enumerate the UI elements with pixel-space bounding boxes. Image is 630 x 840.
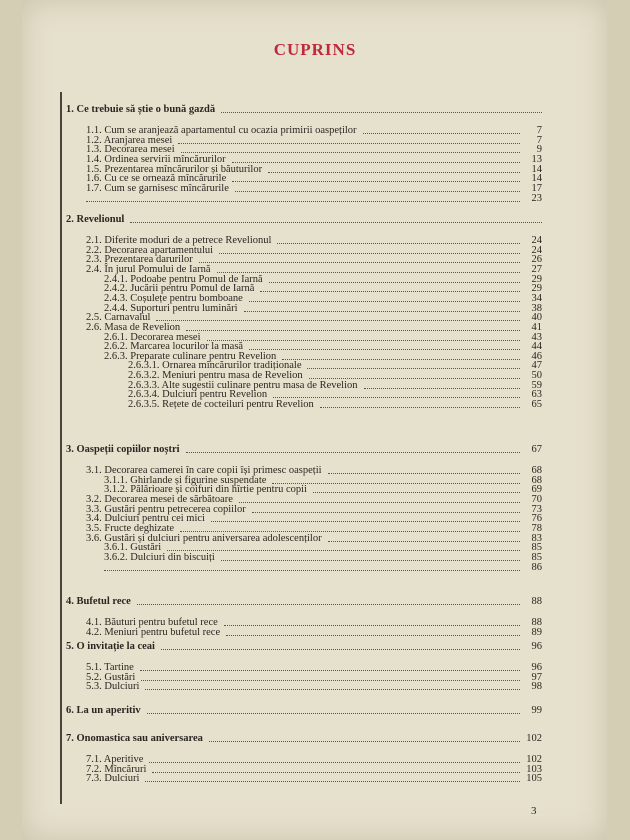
toc-section (0, 705, 630, 717)
page-ref: 29 (531, 273, 542, 285)
page-ref: 59 (531, 379, 542, 391)
page-ref: 96 (531, 641, 542, 652)
page-ref: 85 (531, 542, 542, 554)
entry-title: 7.1. Aperitive (86, 754, 144, 765)
page-ref: 73 (531, 503, 542, 515)
entry-title: 2.4.2. Jucării pentru Pomul de Iarnă (104, 283, 255, 295)
page-ref: 99 (531, 705, 542, 716)
page-ref: 70 (531, 493, 542, 505)
page-ref: 7 (536, 134, 542, 146)
page-ref: 68 (531, 474, 542, 486)
page-title: CUPRINS (273, 40, 357, 59)
entry-title: 2.4.4. Suporturi pentru luminări (104, 302, 238, 314)
page-ref: 9 (536, 144, 542, 156)
dot-leader (186, 452, 520, 453)
entry-title: 1.7. Cum se garnisesc mîncărurile (86, 182, 229, 194)
page-ref: 103 (526, 763, 542, 775)
entry-title: 2.6.3. Preparate culinare pentru Revelion (104, 350, 277, 362)
entry-title: 2.6.3.4. Dulciuri pentru Revelion (128, 389, 268, 401)
toc-entry (0, 562, 630, 574)
toc-section (0, 596, 630, 608)
entry-title: 1.3. Decorarea mesei (86, 144, 175, 156)
entry-title: 5.3. Dulciuri (86, 681, 140, 693)
dot-leader (221, 112, 542, 113)
page-ref: 23 (531, 192, 542, 204)
page-ref: 24 (531, 235, 542, 246)
entry-title: 2.6. Masa de Revelion (86, 321, 181, 333)
entry-title: 2.6.3.3. Alte sugestii culinare pentru masa de Revelion (128, 379, 358, 391)
page-ref: 43 (531, 331, 542, 343)
entry-title: 2.6.1. Decorarea mesei (104, 331, 201, 343)
page-ref: 102 (526, 754, 542, 765)
page-ref: 69 (531, 484, 542, 496)
toc-entry (0, 399, 630, 411)
page-ref: 7 (536, 125, 542, 136)
page-ref: 88 (531, 596, 542, 607)
toc-entry (0, 193, 630, 205)
toc-section (0, 444, 630, 456)
dot-leader (104, 570, 520, 571)
page-ref: 89 (531, 626, 542, 638)
entry-title: 3.5. Fructe deghizate (86, 522, 175, 534)
toc-section (0, 214, 630, 226)
entry-title: 2.1. Diferite moduri de a petrece Revelionul (86, 235, 272, 246)
entry-title: 1.2. Aranjarea mesei (86, 134, 173, 146)
entry-title: 1.1. Cum se aranjează apartamentul cu ocazia primirii oaspeților (86, 125, 357, 136)
dot-leader (145, 689, 520, 690)
section-title: 3. Oaspeții copiilor noștri (66, 444, 180, 455)
entry-title: 1.5. Prezentarea mîncărurilor și băuturilor (86, 163, 263, 175)
entry-title: 3.2. Decorarea mesei de sărbătoare (86, 493, 233, 505)
entry-title: 3.6.1. Gustări (104, 542, 162, 554)
page-ref: 76 (531, 513, 542, 525)
page-ref: 97 (531, 671, 542, 683)
page-ref: 24 (531, 244, 542, 256)
page-ref: 27 (531, 263, 542, 275)
entry-title: 2.6.2. Marcarea locurilor la masă (104, 341, 244, 353)
page-ref: 50 (531, 370, 542, 382)
page-ref: 17 (531, 182, 542, 194)
page-ref: 68 (531, 465, 542, 476)
dot-leader (226, 635, 520, 636)
page-ref: 96 (531, 662, 542, 673)
page-number: 3 (531, 805, 537, 817)
entry-title: 3.1. Decorarea camerei în care copii își primesc oaspeții (86, 465, 322, 476)
entry-title: 2.3. Prezentarea darurilor (86, 254, 193, 266)
entry-title: 1.6. Cu ce se ornează mîncărurile (86, 173, 227, 185)
section-title: 1. Ce trebuie să știe o bună gazdă (66, 104, 216, 115)
entry-title: 4.1. Băuturi pentru bufetul rece (86, 617, 218, 628)
page-ref: 14 (531, 173, 542, 185)
page-ref: 65 (531, 399, 542, 411)
entry-title: 3.6. Gustări și dulciuri pentru aniversarea adolescenților (86, 532, 322, 544)
dot-leader (145, 781, 520, 782)
dot-leader (161, 649, 520, 650)
dot-leader (209, 741, 520, 742)
entry-title: 7.2. Mîncăruri (86, 763, 147, 775)
entry-title: 2.6.3.1. Ornarea mîncărurilor tradiționale (128, 360, 302, 372)
entry-title: 2.2. Decorarea apartamentului (86, 244, 214, 256)
page-ref: 40 (531, 312, 542, 324)
entry-title: 2.6.3.5. Rețete de cocteiluri pentru Revelion (128, 399, 314, 411)
page-ref: 67 (531, 444, 542, 455)
entry-title: 5.2. Gustări (86, 671, 136, 683)
page-ref: 85 (531, 551, 542, 563)
toc-section (0, 733, 630, 745)
entry-title: 3.1.2. Pălărioare și coifuri din hîrtie pentru copii (104, 484, 307, 496)
section-title: 2. Revelionul (66, 214, 125, 225)
section-title: 6. La un aperitiv (66, 705, 141, 716)
page-ref: 63 (531, 389, 542, 401)
page-ref: 38 (531, 302, 542, 314)
entry-title: 3.4. Dulciuri pentru cei mici (86, 513, 205, 525)
page-ref: 41 (531, 321, 542, 333)
page-ref: 26 (531, 254, 542, 266)
entry-title: 3.1.1. Ghirlande și figurine suspendate (104, 474, 267, 486)
entry-title: 4.2. Meniuri pentru bufetul rece (86, 626, 221, 638)
toc-entry (0, 773, 630, 785)
dot-leader (86, 201, 520, 202)
page-ref: 78 (531, 522, 542, 534)
page-ref: 34 (531, 292, 542, 304)
entry-title: 2.4.1. Podoabe pentru Pomul de Iarnă (104, 273, 263, 285)
entry-title: 2.6.3.2. Meniuri pentru masa de Revelion (128, 370, 303, 382)
dot-leader (130, 222, 542, 223)
page-ref: 86 (531, 561, 542, 573)
page-ref: 13 (531, 153, 542, 165)
page-ref: 44 (531, 341, 542, 353)
page-ref: 102 (526, 733, 542, 744)
page-ref: 46 (531, 350, 542, 362)
page-ref: 98 (531, 681, 542, 693)
toc-section (0, 641, 630, 653)
entry-title: 5.1. Tartine (86, 662, 134, 673)
entry-title: 3.3. Gustări pentru petrecerea copiilor (86, 503, 246, 515)
page-ref: 29 (531, 283, 542, 295)
section-title: 7. Onomastica sau aniversarea (66, 733, 203, 744)
section-title: 5. O invitație la ceai (66, 641, 155, 652)
page-ref: 105 (526, 773, 542, 785)
entry-title: 2.4.3. Coșulețe pentru bomboane (104, 292, 243, 304)
entry-title: 3.6.2. Dulciuri din biscuiți (104, 551, 215, 563)
dot-leader (320, 407, 520, 408)
dot-leader (147, 713, 520, 714)
page-ref: 88 (531, 617, 542, 628)
entry-title: 2.4. În jurul Pomului de Iarnă (86, 263, 211, 275)
page-ref: 47 (531, 360, 542, 372)
page-ref: 14 (531, 163, 542, 175)
toc-entry (0, 627, 630, 639)
entry-title: 7.3. Dulciuri (86, 773, 140, 785)
page-ref: 83 (531, 532, 542, 544)
entry-title: 1.4. Ordinea servirii mîncărurilor (86, 153, 226, 165)
section-title: 4. Bufetul rece (66, 596, 131, 607)
entry-title: 2.5. Carnavalul (86, 312, 151, 324)
toc-entry (0, 681, 630, 693)
toc-section (0, 104, 630, 116)
dot-leader (137, 604, 520, 605)
